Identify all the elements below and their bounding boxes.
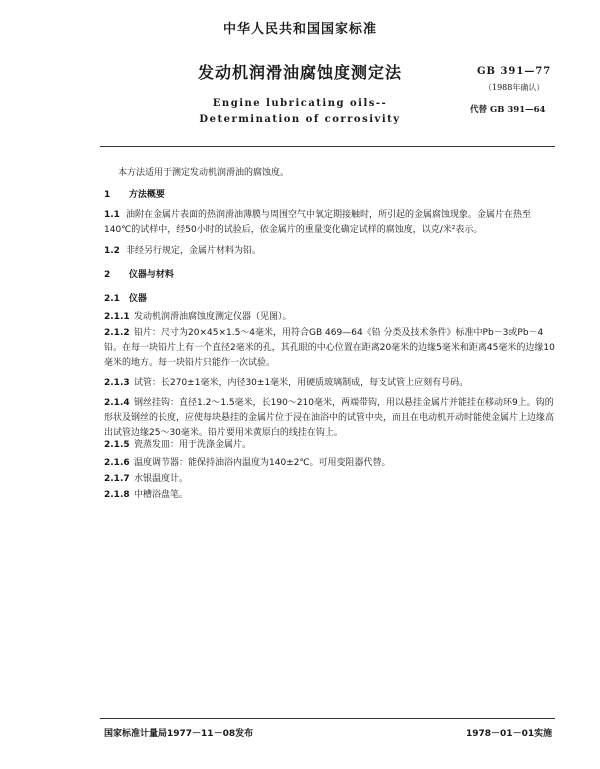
section-number: 1.2 <box>104 246 120 256</box>
footer-divider <box>100 718 555 719</box>
section-number: 1 <box>104 190 111 200</box>
section-1-2 <box>104 244 555 259</box>
section-text: 发动机润滑油腐蚀度测定仪器（见图）。 <box>134 312 292 322</box>
section-number: 2.1.2 <box>104 328 130 338</box>
section-number: 2 <box>104 270 111 280</box>
section-text: 瓷蒸发皿：用于洗涤金属片。 <box>134 440 252 450</box>
section-2-1 <box>104 292 555 307</box>
section-heading: 方法概要 <box>128 190 165 200</box>
section-text: 铅片：尺寸为20×45×1.5～4毫米，用符合GB 469—64《铅 分类及技术条件》标准中Pb－3或Pb－4铅。在每一块铅片上有一个直径2毫米的孔，其孔眼的中心位置在距离20毫米的边缘5毫米和距离45毫米的边缘10毫米的地方。每一块铅片只能作一次试验。 <box>104 328 555 368</box>
section-2-1-3 <box>104 376 555 391</box>
section-2-1-1 <box>104 310 555 325</box>
section-heading: 仪器与材料 <box>128 270 174 280</box>
national-standard-label: 中华人民共和国国家标准 <box>222 22 377 37</box>
section-2 <box>104 268 555 283</box>
section-number: 2.1.8 <box>104 490 130 500</box>
header-divider <box>100 146 555 147</box>
section-2-1-6 <box>104 456 555 471</box>
standard-replaces: 代替 GB 391—64 <box>470 105 546 115</box>
document-title-en-line2: Determination of corrosivity <box>199 114 401 125</box>
section-heading: 仪器 <box>128 294 147 304</box>
section-number: 2.1.5 <box>104 440 130 450</box>
section-text: 试管：长270±1毫米，内径30±1毫米，用硬质玻璃制成，每支试管上应刻有号码。 <box>134 378 469 388</box>
document-title-en-line1: Engine lubricating oils-- <box>212 98 388 109</box>
section-text: 钢丝挂钩：直径1.2～1.5毫米，长190～210毫米，两端带钩，用以悬挂金属片并能挂在移动环9上。钩的形状及钢丝的长度，应使每块悬挂的金属片位于浸在油浴中的试管中央，而且在电动机开动时能使金属片上边缘高出试管边缘25～30毫米。铅片要用米黄原白的线挂在钩上。 <box>104 398 555 438</box>
section-number: 2.1.6 <box>104 458 130 468</box>
section-text: 温度调节器：能保持油浴内温度为140±2℃。可用变阻器代替。 <box>134 458 391 468</box>
section-2-1-8 <box>104 488 555 503</box>
issued-date: 国家标准计量局1977－11－08发布 <box>104 729 254 739</box>
section-number: 2.1.1 <box>104 312 130 322</box>
intro-paragraph: 本方法适用于测定发动机润滑油的腐蚀度。 <box>118 168 290 178</box>
section-number: 1.1 <box>104 210 120 220</box>
section-1-1 <box>104 208 555 238</box>
section-text: 中槽浴盘笔。 <box>134 490 189 500</box>
section-number: 2.1.3 <box>104 378 130 388</box>
section-2-1-4 <box>104 396 555 441</box>
effective-date: 1978－01－01实施 <box>466 729 553 739</box>
section-text: 非经另行规定，金属片材料为铅。 <box>126 246 262 256</box>
section-2-1-7 <box>104 472 555 487</box>
standard-confirmed-year: （1988年确认） <box>484 83 545 92</box>
section-text: 油附在金属片表面的热润滑油薄膜与周围空气中氧定期接触时，所引起的金属腐蚀现象。金属片在热至140℃的试样中，经50小时的试验后，依金属片的重量变化确定试样的腐蚀度，以克/米²表示。 <box>104 210 532 235</box>
section-number: 2.1.7 <box>104 474 130 484</box>
standard-code: GB 391—77 <box>477 66 552 77</box>
section-text: 水银温度计。 <box>134 474 189 484</box>
section-1 <box>104 188 555 203</box>
document-title-cn: 发动机润滑油腐蚀度测定法 <box>197 63 402 82</box>
section-2-1-2 <box>104 326 555 371</box>
section-number: 2.1.4 <box>104 398 130 408</box>
section-2-1-5 <box>104 438 555 453</box>
section-number: 2.1 <box>104 294 120 304</box>
